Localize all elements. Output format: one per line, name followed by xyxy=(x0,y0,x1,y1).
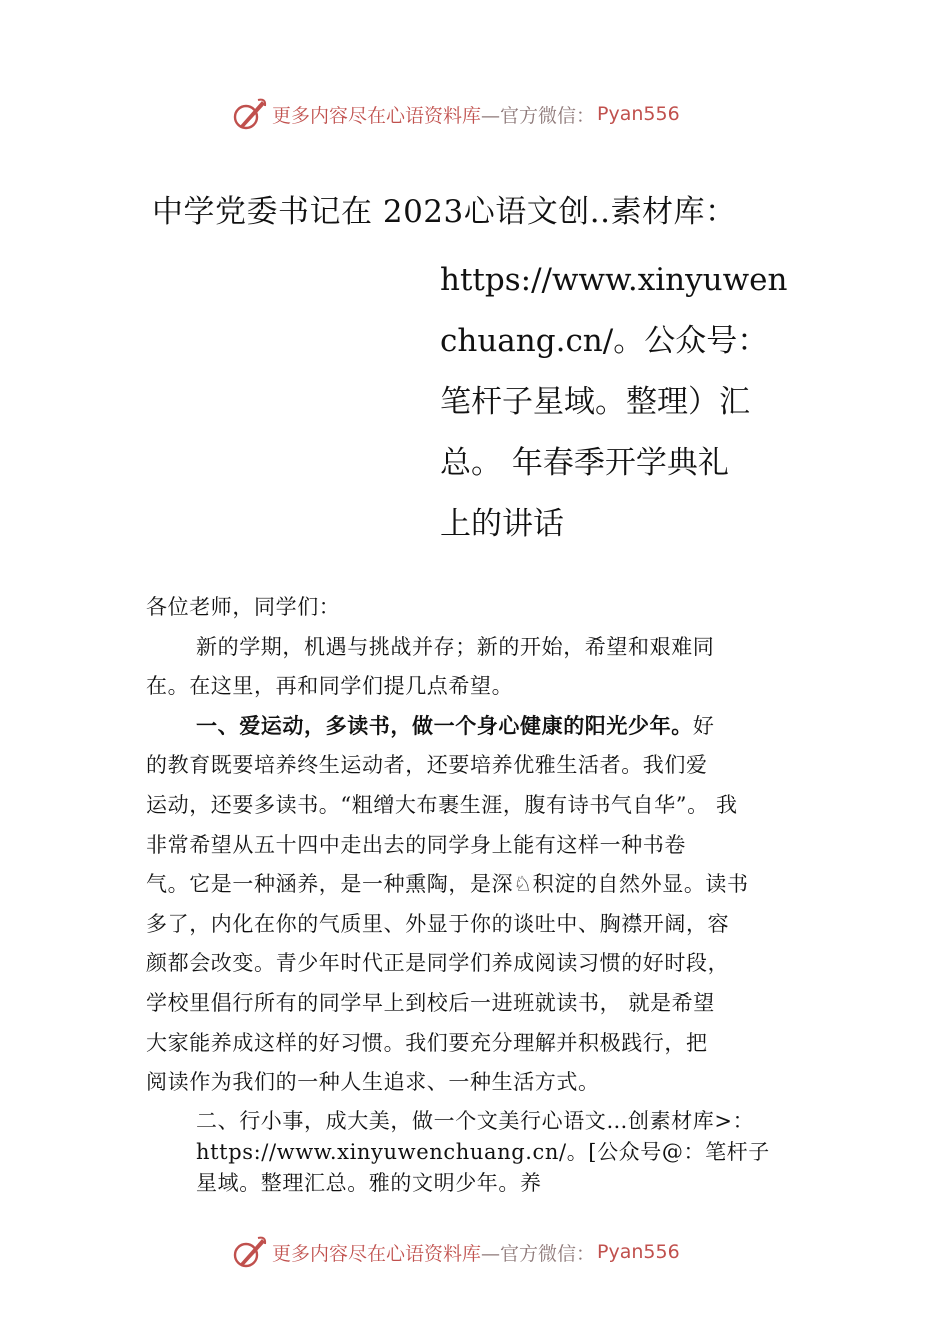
title-line: 上的讲话 xyxy=(440,506,564,542)
document-title-line-1: 中学党委书记在 2023心语文创..素材库： xyxy=(152,194,737,230)
title-line: 笔杆子星域。整理）汇 xyxy=(440,384,750,420)
paragraph-2-line: 的教育既要培养终生运动者，还要培养优雅生活者。我们爱 xyxy=(146,753,708,778)
quill-pen-icon xyxy=(232,1234,268,1270)
section-2-line: 星域。整理汇总。雅的文明少年。养 xyxy=(196,1171,542,1195)
paragraph-2-line: 学校里倡行所有的同学早上到校后一进班就读书， 就是希望 xyxy=(146,990,715,1015)
section-2-line: https://www.xinyuwenchuang.cn/。[公众号@：笔杆子 xyxy=(196,1140,770,1164)
paragraph-2-line: 阅读作为我们的一种人生追求、一种生活方式。 xyxy=(146,1070,600,1095)
paragraph-1-line: 新的学期，机遇与挑战并存；新的开始，希望和艰难同 xyxy=(196,634,715,659)
banner-lead-text: 更多内容尽在心语资料库 xyxy=(272,104,482,127)
banner-tail-text: —官方微信： xyxy=(481,104,596,127)
section-2-line: 二、行小事，成大美，做一个文美行心语文…创素材库>： xyxy=(196,1109,755,1133)
title-line: https://www.xinyuwen xyxy=(440,262,788,298)
salutation: 各位老师，同学们： xyxy=(146,595,341,619)
banner-wechat-id: Pyan556 xyxy=(597,103,680,125)
banner-tail-text: —官方微信： xyxy=(481,1242,596,1265)
paragraph-2-line: 颜都会改变。青少年时代正是同学们养成阅读习惯的好时段， xyxy=(146,951,730,976)
section-2-block xyxy=(196,1106,846,1199)
paragraph-2-first-line xyxy=(146,707,826,747)
paragraph-1-line: 在。在这里，再和同学们提几点希望。 xyxy=(146,674,514,699)
banner-wechat-id: Pyan556 xyxy=(597,1241,680,1263)
paragraph-2-line: 多了，内化在你的气质里、外显于你的谈吐中、胸襟开阔，容 xyxy=(146,911,730,936)
paragraph-2-line: 气。它是一种涵养，是一种熏陶，是深♘积淀的自然外显。读书 xyxy=(146,872,749,897)
quill-pen-icon xyxy=(232,96,268,132)
title-line: chuang.cn/。公众号： xyxy=(440,323,769,359)
document-title-continuation xyxy=(440,250,800,555)
paragraph-2-line: 大家能养成这样的好习惯。我们要充分理解并积极践行，把 xyxy=(146,1030,708,1055)
header-watermark-banner xyxy=(232,94,752,134)
title-line: 总。 年春季开学典礼 xyxy=(440,445,729,481)
paragraph-2-first-line-rest: 好 xyxy=(692,713,715,738)
section-1-heading: 一、爱运动，多读书，做一个身心健康的阳光少年。 xyxy=(196,713,693,738)
speech-body xyxy=(146,588,826,1103)
banner-lead-text: 更多内容尽在心语资料库 xyxy=(272,1242,482,1265)
paragraph-2-line: 运动，还要多读书。“粗缯大布裹生涯，腹有诗书气自华”。 我 xyxy=(146,792,738,817)
footer-watermark-banner xyxy=(232,1232,752,1272)
paragraph-2-line: 非常希望从五十四中走出去的同学身上能有这样一种书卷 xyxy=(146,832,686,857)
